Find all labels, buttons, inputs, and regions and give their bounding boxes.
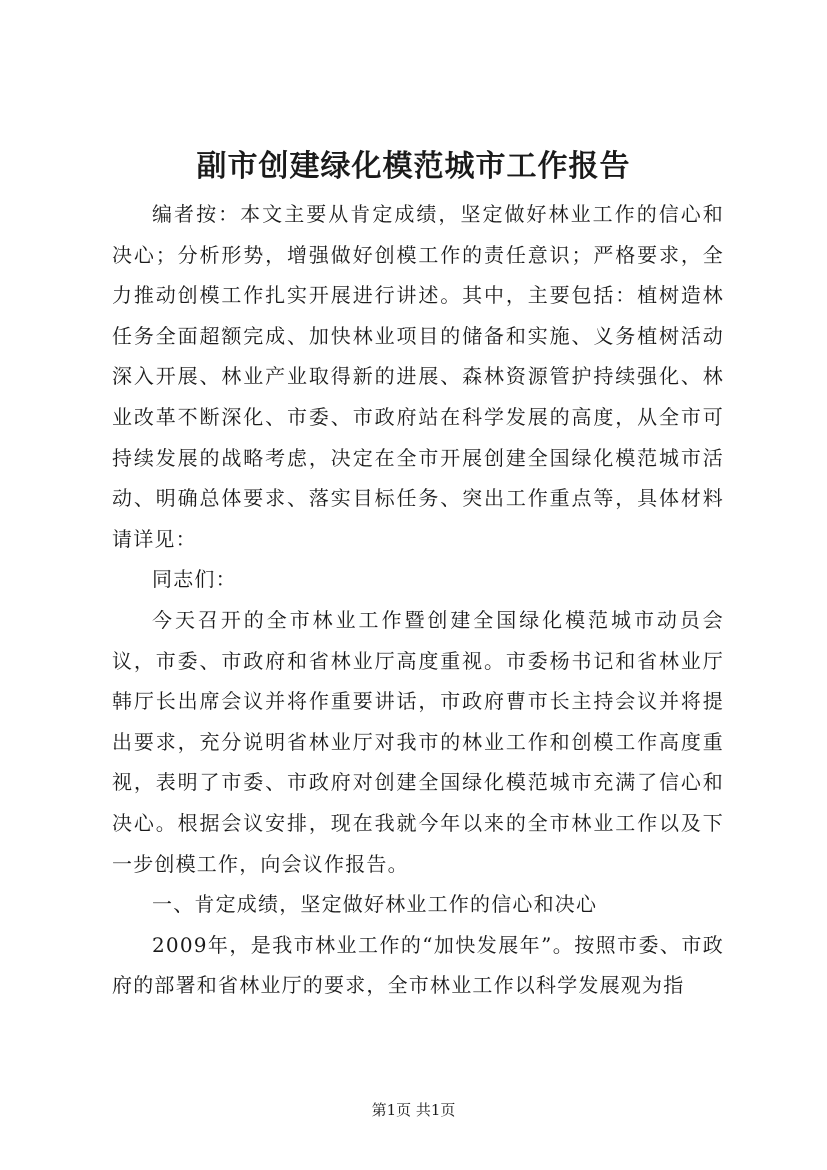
document-title: 副市创建绿化模范城市工作报告 (196, 149, 631, 184)
salutation-paragraph: 同志们： (152, 567, 237, 592)
document-body (112, 194, 724, 1006)
section-paragraph: 2009年，是我市林业工作的“加快发展年”。按照市委、市政府的部署和省林业厅的要求，全市林业工作以科学发展观为指 (112, 932, 724, 998)
section-heading: 一、肯定成绩，坚定做好林业工作的信心和决心 (152, 892, 598, 917)
editor-note-paragraph: 编者按：本文主要从肯定成绩，坚定做好林业工作的信心和决心；分析形势，增强做好创模工作的责任意识；严格要求，全力推动创模工作扎实开展进行讲述。其中，主要包括：植树造林任务全面超额完成、加快林业项目的储备和实施、义务植树活动深入开展、林业产业取得新的进展、森林资源管护持续强化、林业改革不断深化、市委、市政府站在科学发展的高度，从全市可持续发展的战略考虑，决定在全市开展创建全国绿化模范城市活动、明确总体要求、落实目标任务、突出工作重点等，具体材料请详见： (112, 202, 724, 551)
intro-paragraph: 今天召开的全市林业工作暨创建全国绿化模范城市动员会议，市委、市政府和省林业厅高度重视。市委杨书记和省林业厅韩厅长出席会议并将作重要讲话，市政府曹市长主持会议并将提出要求，充分说明省林业厅对我市的林业工作和创模工作高度重视，表明了市委、市政府对创建全国绿化模范城市充满了信心和决心。根据会议安排，现在我就今年以来的全市林业工作以及下一步创模工作，向会议作报告。 (112, 607, 724, 876)
page-footer: 第1页 共1页 (371, 1101, 456, 1119)
